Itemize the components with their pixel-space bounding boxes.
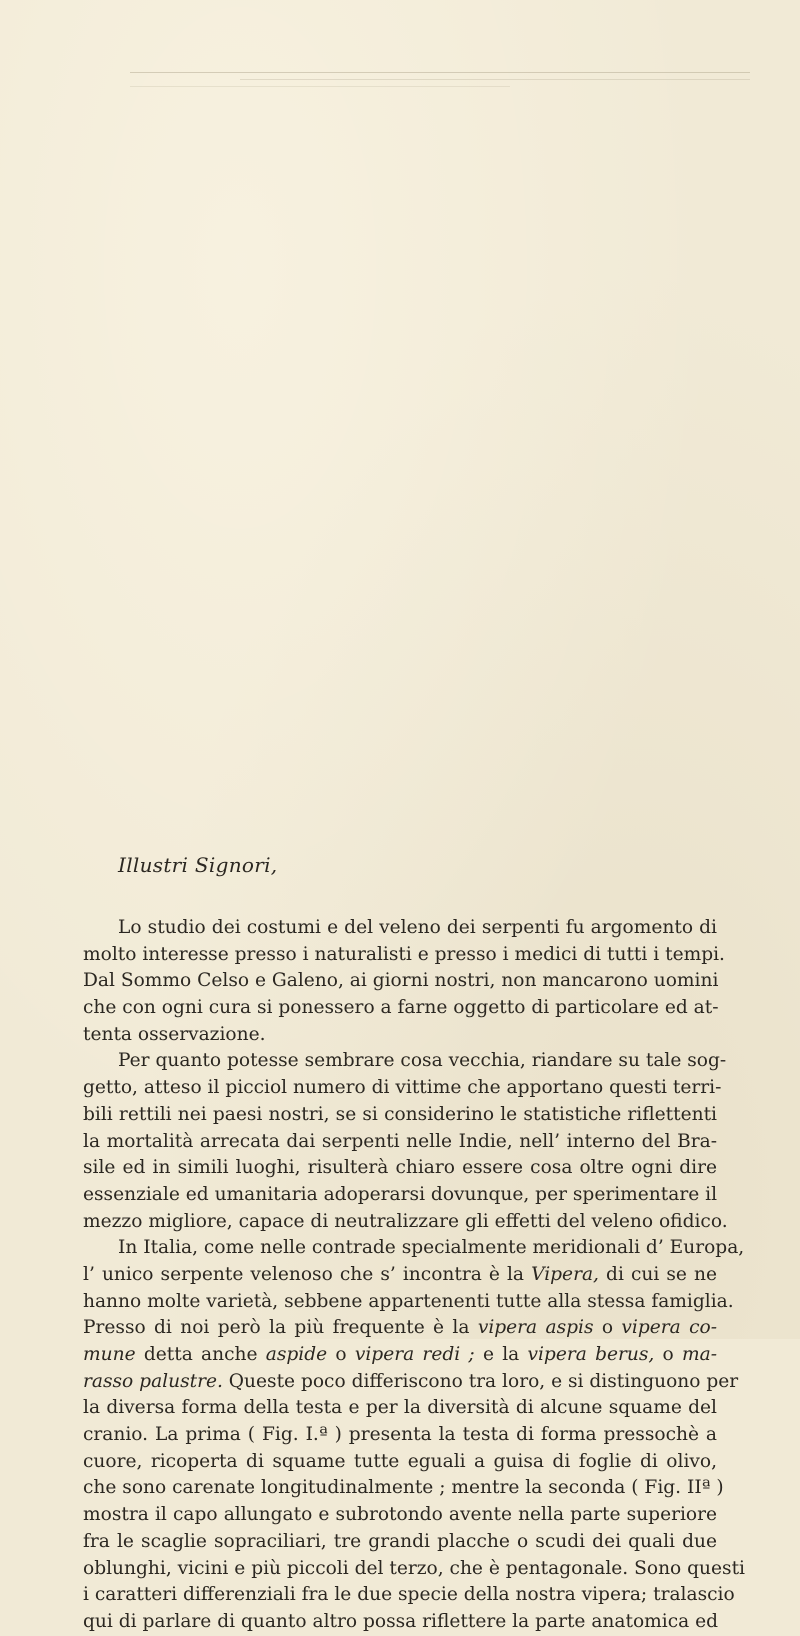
text-segment: oblunghi, vicini e più piccoli del terzo, che è pentagonale. Sono questi — [83, 1557, 745, 1579]
text-line — [83, 1262, 717, 1289]
text-line — [83, 1582, 735, 1609]
text-line — [83, 1369, 739, 1396]
text-segment: mostra il capo allungato e subrotondo avente nella parte superiore — [83, 1504, 717, 1526]
text-line — [83, 1182, 717, 1209]
text-segment: essenziale ed umanitaria adoperarsi dovunque, per sperimentare il — [83, 1183, 718, 1205]
text-segment: detta anche — [135, 1344, 266, 1365]
text-segment: In Italia, come nelle contrade specialmente meridionali d’ Europa, — [118, 1237, 745, 1259]
text-line — [83, 1209, 728, 1236]
offset-rule-line — [130, 72, 750, 73]
text-segment: qui di parlare di quanto altro possa riflettere la parte anatomica ed — [83, 1610, 719, 1632]
text-line — [83, 1449, 717, 1476]
text-line — [83, 1422, 717, 1449]
italic-text: aspide — [265, 1344, 328, 1365]
text-line — [83, 1529, 717, 1556]
text-segment: Per quanto potesse sembrare cosa vecchia, riandare su tale sog- — [118, 1050, 727, 1072]
italic-text: vipera redi ; — [354, 1344, 475, 1365]
text-segment: fra le scaglie sopraciliari, tre grandi placche o scudi dei quali due — [83, 1530, 717, 1552]
text-line — [83, 942, 725, 969]
text-segment: Lo studio dei costumi e del veleno dei serpenti fu argomento di — [118, 917, 717, 938]
text-line — [83, 995, 717, 1022]
text-segment: hanno molte varietà, sebbene appartenenti tutte alla stessa famiglia. — [83, 1290, 734, 1312]
text-segment: cuore, ricoperta di squame tutte eguali a guisa di foglie di olivo, — [83, 1450, 717, 1472]
text-segment: o — [593, 1317, 622, 1339]
text-line — [83, 1395, 717, 1422]
text-segment: che con ogni cura si ponessero a farne oggetto di particolare ed at- — [83, 997, 719, 1019]
offset-rule-line — [130, 86, 510, 87]
text-line — [83, 1155, 717, 1182]
text-segment: e la — [474, 1344, 528, 1365]
text-line — [83, 1235, 745, 1262]
text-segment: che sono carenate longitudinalmente ; mentre la seconda ( Fig. IIª ) — [83, 1477, 724, 1499]
text-line — [83, 1609, 717, 1636]
text-line — [83, 1502, 717, 1529]
text-line — [83, 968, 717, 995]
italic-text: Vipera, — [531, 1263, 599, 1285]
text-line — [83, 1022, 717, 1049]
text-segment: l’ unico serpente velenoso che s’ incontra è la — [83, 1263, 532, 1285]
text-segment: Queste poco differiscono tra loro, e si distinguono per — [222, 1370, 739, 1392]
salutation: Illustri Signori, — [118, 853, 278, 877]
text-segment: tenta osservazione. — [83, 1023, 266, 1045]
text-segment: bili rettili nei paesi nostri, se si considerino le statistiche riflettenti — [83, 1103, 717, 1125]
text-line — [83, 1556, 745, 1583]
text-line — [83, 1289, 734, 1316]
text-line — [83, 1475, 724, 1502]
text-segment: Dal Sommo Celso e Galeno, ai giorni nostri, non mancarono uomini — [83, 970, 719, 992]
italic-text: vipera aspis — [477, 1317, 594, 1339]
italic-text: mune — [83, 1344, 136, 1365]
italic-text: vipera berus, — [527, 1344, 655, 1365]
italic-text: vipera co- — [621, 1317, 717, 1339]
text-segment: sile ed in simili luoghi, risulterà chiaro essere cosa oltre ogni dire — [83, 1157, 717, 1179]
text-line — [83, 1342, 717, 1369]
offset-rule-line — [240, 79, 750, 80]
text-segment: la mortalità arrecata dai serpenti nelle Indie, nell’ interno del Bra- — [83, 1130, 717, 1152]
text-segment: cranio. La prima ( Fig. I.ª ) presenta la testa di forma pressochè a — [83, 1424, 717, 1446]
text-segment: getto, atteso il picciol numero di vittime che apportano questi terri- — [83, 1077, 722, 1099]
text-segment: i caratteri differenziali fra le due specie della nostra vipera; tralascio — [83, 1584, 735, 1606]
text-segment: di cui se ne — [598, 1263, 717, 1285]
text-segment: o — [654, 1344, 682, 1365]
text-segment: o — [327, 1344, 355, 1365]
text-line — [83, 1102, 717, 1129]
text-line — [83, 915, 717, 942]
text-line — [83, 1075, 722, 1102]
text-line — [83, 1048, 727, 1075]
body-text — [83, 915, 745, 1636]
text-segment: molto interesse presso i naturalisti e presso i medici di tutti i tempi. — [83, 943, 725, 965]
text-line — [83, 1129, 717, 1156]
italic-text: ma- — [682, 1344, 717, 1365]
text-segment: mezzo migliore, capace di neutralizzare gli effetti del veleno ofidico. — [83, 1210, 728, 1232]
text-segment: Presso di noi però la più frequente è la — [83, 1317, 478, 1339]
italic-text: rasso palustre. — [83, 1370, 223, 1392]
text-segment: la diversa forma della testa e per la diversità di alcune squame del — [83, 1397, 717, 1419]
text-line — [83, 1315, 717, 1342]
